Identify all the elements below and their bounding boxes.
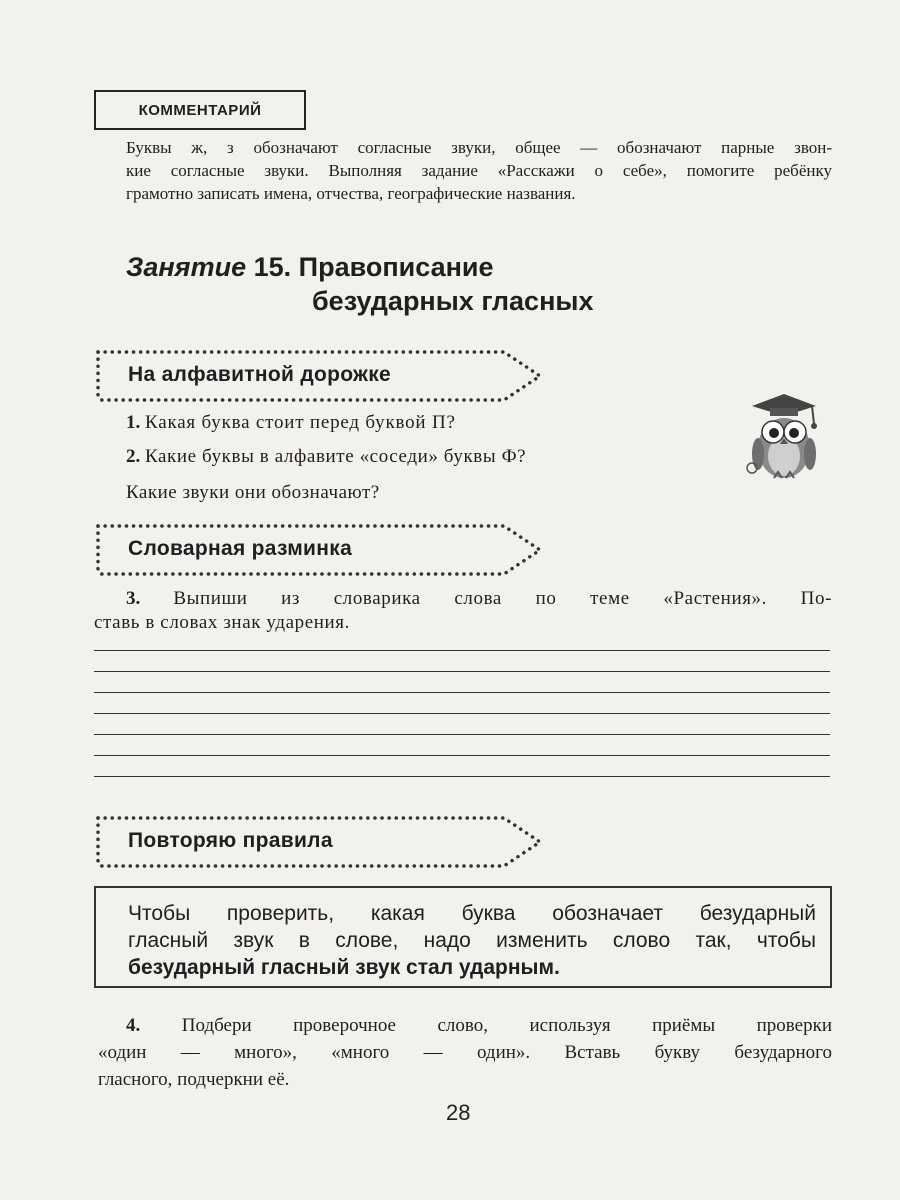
lesson-prefix: Занятие bbox=[126, 252, 247, 282]
section-alphabet bbox=[94, 348, 554, 404]
task-number: 1. bbox=[126, 412, 141, 433]
owl-icon bbox=[744, 392, 824, 484]
lesson-title bbox=[126, 250, 494, 284]
task-1 bbox=[126, 410, 456, 436]
task-text: Какие звуки они обозначают? bbox=[126, 482, 380, 503]
section-vocabulary bbox=[94, 522, 554, 578]
task-text: Выпиши из словарика слова по теме «Растения». По- bbox=[173, 588, 833, 609]
rule-line: Чтобы проверить, какая буква обозначает безударный bbox=[128, 902, 816, 925]
comment-line: кие согласные звуки. Выполняя задание «Расскажи о себе», помогите ребёнку bbox=[126, 161, 832, 180]
task-4 bbox=[98, 1012, 832, 1093]
writing-line[interactable] bbox=[94, 755, 830, 756]
writing-line[interactable] bbox=[94, 671, 830, 672]
task-text: Какие буквы в алфавите «соседи» буквы Ф? bbox=[145, 446, 527, 467]
task-text: Какая буква стоит перед буквой П? bbox=[145, 412, 456, 433]
task-number: 3. bbox=[126, 588, 141, 609]
section-label: На алфавитной дорожке bbox=[128, 363, 392, 386]
task-4-line2: «один — много», «много — один». Вставь букву безударного bbox=[98, 1042, 832, 1063]
comment-text bbox=[126, 136, 832, 205]
comment-label: КОММЕНТАРИЙ bbox=[94, 90, 306, 130]
writing-line[interactable] bbox=[94, 713, 830, 714]
section-label: Повторяю правила bbox=[128, 829, 333, 852]
task-text: ставь в словах знак ударения. bbox=[94, 612, 350, 633]
writing-lines[interactable] bbox=[94, 650, 830, 797]
comment-line: Буквы ж, з обозначают согласные звуки, общее — обозначают парные звон- bbox=[126, 138, 832, 157]
writing-line[interactable] bbox=[94, 734, 830, 735]
lesson-title-line2: безударных гласных bbox=[312, 286, 594, 316]
task-text: Подбери проверочное слово, используя приёмы проверки bbox=[181, 1015, 832, 1036]
task-3-line2 bbox=[94, 610, 350, 636]
lesson-title-line1: Правописание bbox=[298, 252, 494, 282]
writing-line[interactable] bbox=[94, 776, 830, 777]
rule-line-bold: безударный гласный звук стал ударным. bbox=[128, 956, 560, 979]
writing-line[interactable] bbox=[94, 650, 830, 651]
task-3-line1 bbox=[126, 586, 832, 612]
rule-box bbox=[94, 886, 832, 988]
task-number: 2. bbox=[126, 446, 141, 467]
task-4-line1 bbox=[98, 1012, 832, 1039]
task-number: 4. bbox=[126, 1015, 141, 1036]
comment-line: грамотно записать имена, отчества, географические названия. bbox=[126, 184, 576, 203]
section-rules bbox=[94, 814, 554, 870]
task-4-line3: гласного, подчеркни её. bbox=[98, 1069, 290, 1090]
section-label: Словарная разминка bbox=[128, 537, 353, 560]
page-number: 28 bbox=[446, 1100, 471, 1125]
task-2-follow bbox=[126, 480, 380, 506]
writing-line[interactable] bbox=[94, 692, 830, 693]
task-3 bbox=[126, 586, 832, 612]
task-2 bbox=[126, 444, 526, 470]
rule-line: гласный звук в слове, надо изменить слово так, чтобы bbox=[128, 929, 816, 952]
lesson-number: 15. bbox=[253, 252, 292, 282]
